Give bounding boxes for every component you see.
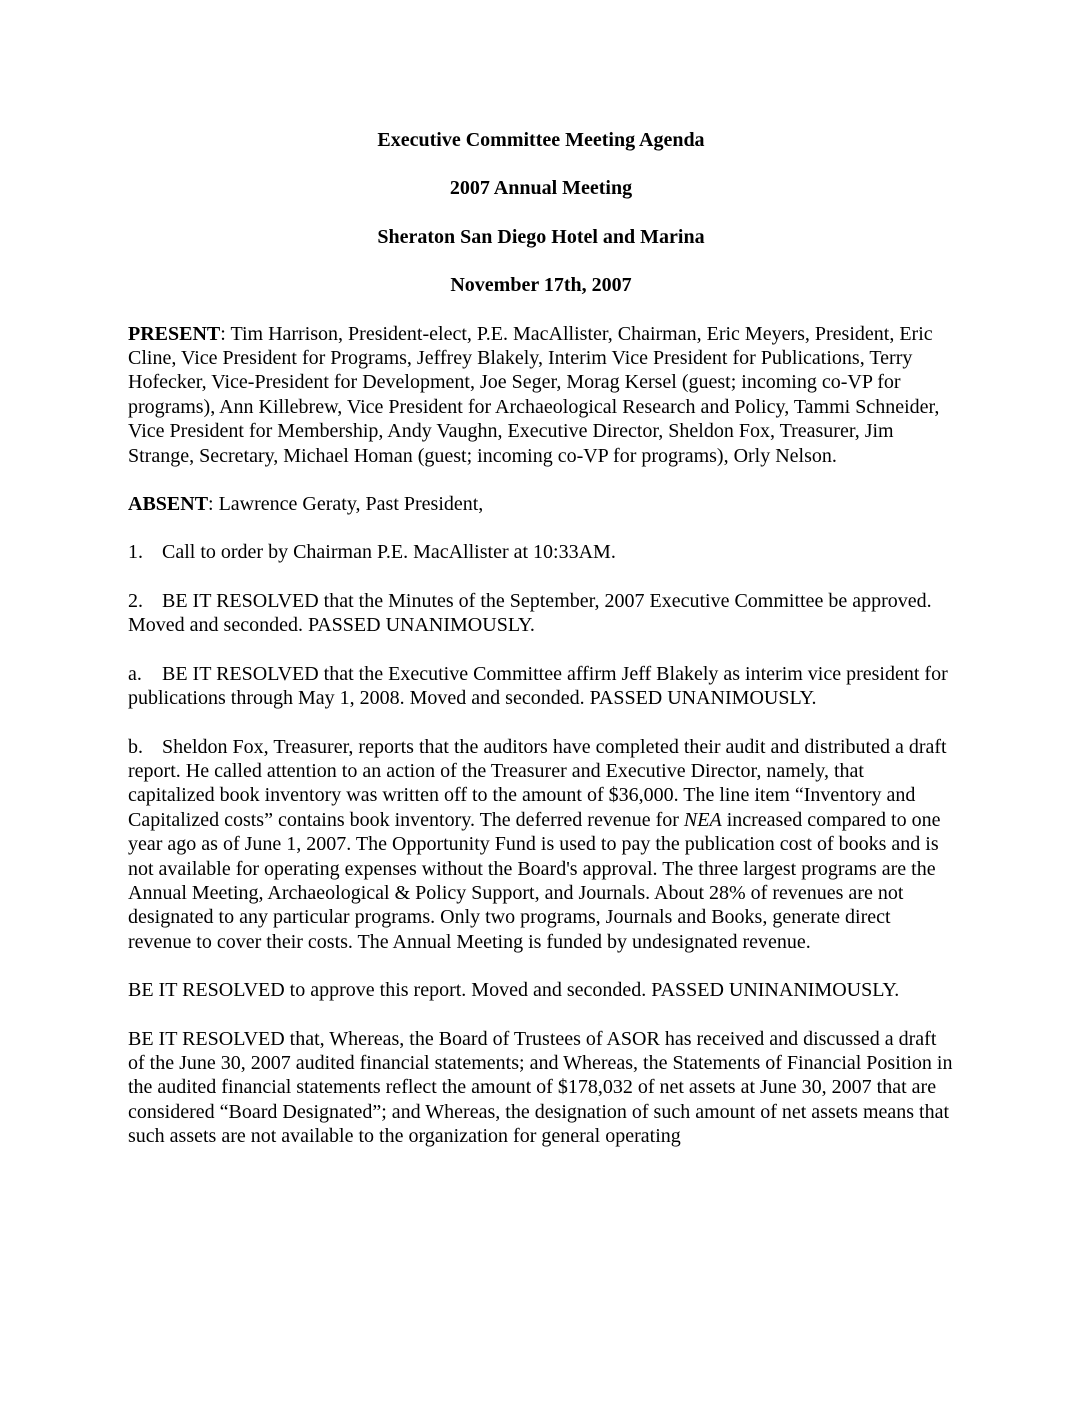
item-text: Call to order by Chairman P.E. MacAllister at 10:33AM. [162, 541, 616, 564]
document-body [128, 128, 954, 1173]
item-text: BE IT RESOLVED that the Minutes of the September, 2007 Executive Committee be approved. Moved and seconded. PASSED UNANIMOUSLY. [128, 589, 932, 637]
agenda-item-1 [128, 540, 954, 564]
agenda-item-b [128, 735, 954, 955]
meeting-name: 2007 Annual Meeting [449, 177, 633, 200]
resolution-approve-report: BE IT RESOLVED to approve this report. Moved and seconded. PASSED UNINANIMOUSLY. [128, 979, 900, 1002]
present-paragraph [128, 322, 954, 468]
treasurer-report-text-continued: increased compared to one year ago as of June 1, 2007. The Opportunity Fund is used to pay the publication cost of books and is not available for operating expenses without the Board's approval. The three largest programs are the Annual Meeting, Archaeological & Policy Support, and Journals. About 28% of revenues are not designated to any particular programs. Only two programs, Journals and Books, generate direct revenue to cover their costs. The Annual Meeting is funded by undesignated revenue. [128, 808, 941, 953]
absent-list: : Lawrence Geraty, Past President, [208, 493, 484, 516]
meeting-venue: Sheraton San Diego Hotel and Marina [377, 225, 705, 248]
absent-paragraph [128, 492, 954, 516]
agenda-item-a [128, 662, 954, 711]
item-text: BE IT RESOLVED that the Executive Committee affirm Jeff Blakely as interim vice president for publications through May 1, 2008. Moved and seconded. PASSED UNANIMOUSLY. [128, 662, 948, 710]
agenda-item-2 [128, 589, 954, 638]
nea-title: NEA [683, 808, 722, 831]
item-number: a. [128, 662, 142, 685]
present-label: PRESENT [128, 322, 221, 345]
item-number: 1. [128, 541, 143, 564]
treasurer-report-text: Sheldon Fox, Treasurer, reports that the auditors have completed their audit and distributed a draft report. He called attention to an action of the Treasurer and Executive Director, namely, that capitalized book inventory was written off to the amount of $36,000. The line item “Inventory and Capitalized costs” contains book inventory. The deferred revenue for [128, 735, 947, 831]
meeting-date: November 17th, 2007 [450, 274, 632, 297]
present-list: : Tim Harrison, President-elect, P.E. MacAllister, Chairman, Eric Meyers, President, Eric Cline, Vice President for Programs, Jeffrey Blakely, Interim Vice President for Publications, Terry Hofecker, Vice-President for Development, Joe Seger, Morag Kersel (guest; incoming co-VP for programs), Ann Killebrew, Vice President for Archaeological Research and Policy, Tammi Schneider, Vice President for Membership, Andy Vaughn, Executive Director, Sheldon Fox, Treasurer, Jim Strange, Secretary, Michael Homan (guest; incoming co-VP for programs), Orly Nelson. [128, 322, 940, 467]
document-title: Executive Committee Meeting Agenda [377, 129, 705, 151]
absent-label: ABSENT [128, 493, 209, 516]
item-number: 2. [128, 589, 143, 612]
resolution-board-designated: BE IT RESOLVED that, Whereas, the Board of Trustees of ASOR has received and discussed a draft of the June 30, 2007 audited financial statements; and Whereas, the Statements of Financial Position in the audited financial statements reflect the amount of $178,032 of net assets at June 30, 2007 that are considered “Board Designated”; and Whereas, the designation of such amount of net assets means that such assets are not available to the organization for general operating [128, 1027, 953, 1148]
item-number: b. [128, 735, 143, 758]
